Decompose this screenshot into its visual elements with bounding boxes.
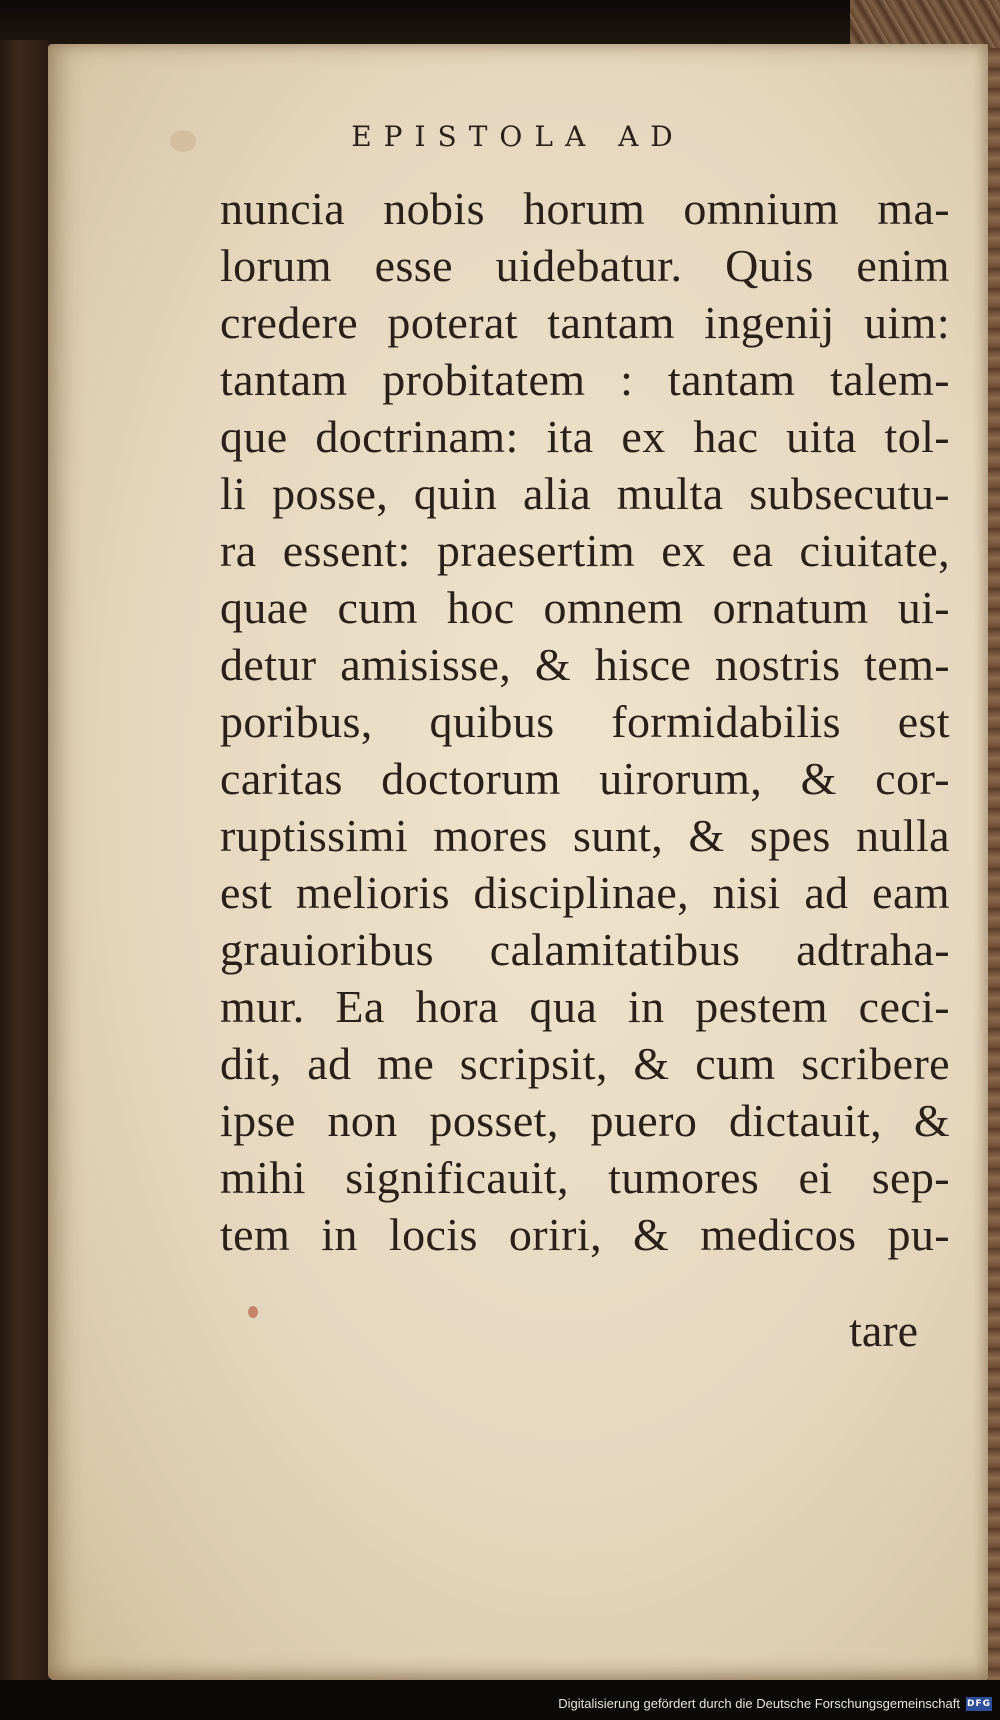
text-line: caritas doctorum uirorum, & cor- (220, 753, 950, 804)
catchword: tare (849, 1305, 918, 1356)
book-cover-edge (988, 48, 1000, 1688)
text-line: dit, ad me scripsit, & cum scribere (220, 1038, 950, 1089)
text-line: lorum esse uidebatur. Quis enim (220, 240, 950, 291)
dfg-logo-icon: DFG (966, 1699, 991, 1709)
running-head: EPISTOLA AD (351, 120, 685, 153)
book-spine (0, 40, 48, 1680)
footer-bar (0, 1680, 1000, 1720)
text-line: credere poterat tantam ingenij uim: (220, 297, 950, 348)
page-stain (248, 1306, 258, 1318)
text-line: est melioris disciplinae, nisi ad eam (220, 867, 950, 918)
text-line: tantam probitatem : tantam talem- (220, 354, 950, 405)
text-line: nuncia nobis horum omnium ma- (220, 183, 950, 234)
funding-credit: Digitalisierung gefördert durch die Deutsche Forschungsgemeinschaft (558, 1696, 960, 1711)
text-line: ipse non posset, puero dictauit, & (220, 1095, 950, 1146)
text-line: quae cum hoc omnem ornatum ui- (220, 582, 950, 633)
book-cover-corner (850, 0, 1000, 48)
text-line: mihi significauit, tumores ei sep- (220, 1152, 950, 1203)
page-text (220, 180, 950, 1263)
text-line: mur. Ea hora qua in pestem ceci- (220, 981, 950, 1032)
book-page (48, 44, 988, 1680)
text-line: grauioribus calamitatibus adtraha- (220, 924, 950, 975)
text-line: li posse, quin alia multa subsecutu- (220, 468, 950, 519)
text-line: tem in locis oriri, & medicos pu- (220, 1209, 950, 1260)
text-line: ra essent: praesertim ex ea ciuitate, (220, 525, 950, 576)
text-line: poribus, quibus formidabilis est (220, 696, 950, 747)
text-line: que doctrinam: ita ex hac uita tol- (220, 411, 950, 462)
text-line: detur amisisse, & hisce nostris tem- (220, 639, 950, 690)
text-line: ruptissimi mores sunt, & spes nulla (220, 810, 950, 861)
